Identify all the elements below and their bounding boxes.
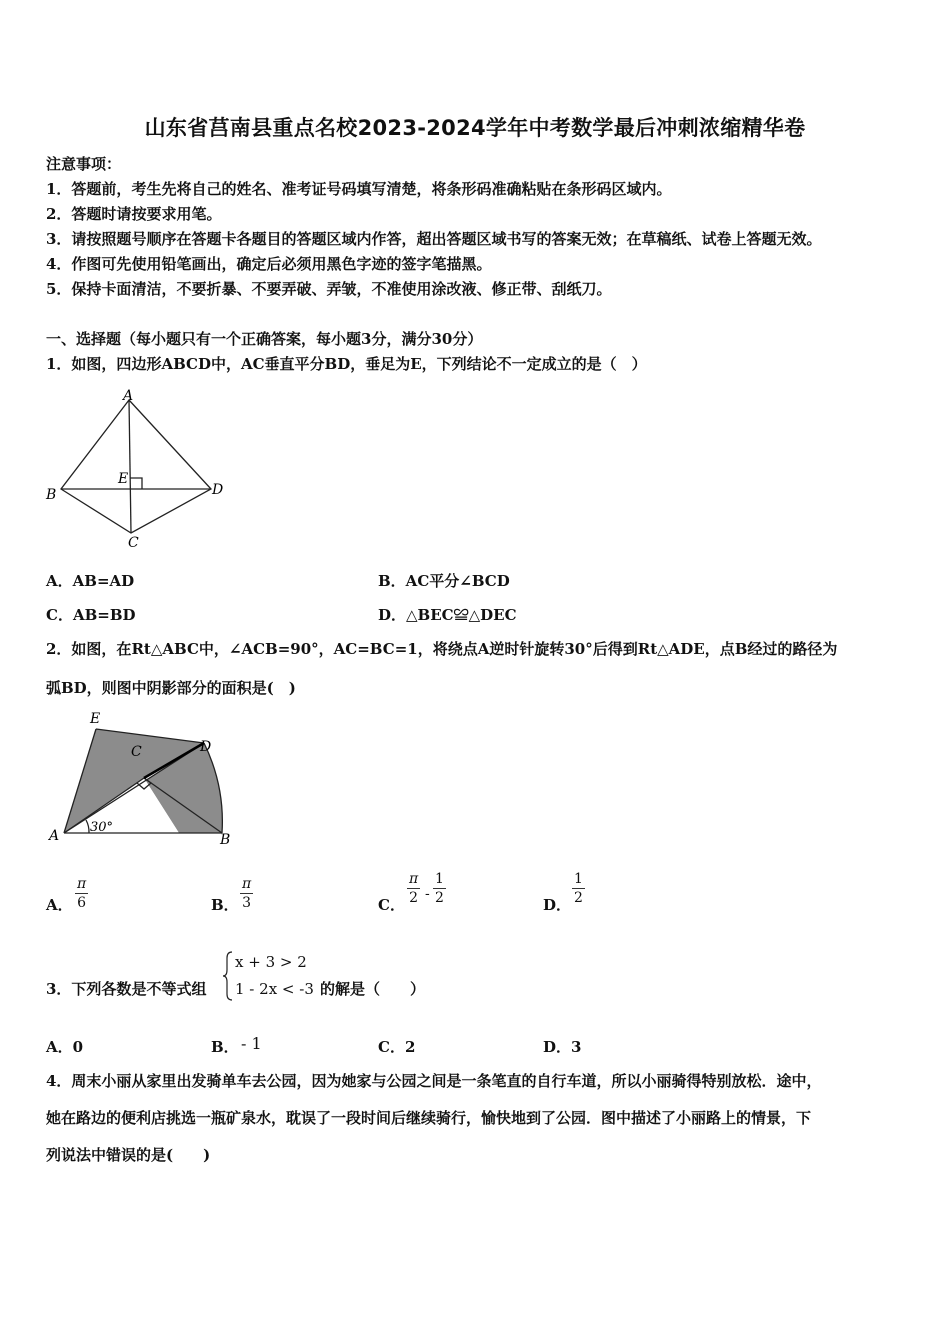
question-3-prefix: 3．下列各数是不等式组 (46, 980, 207, 998)
question-1-stem: 1．如图，四边形ABCD中，AC垂直平分BD，垂足为E，下列结论不一定成立的是（ ） (46, 355, 647, 373)
notice-item: 1．答题前，考生先将自己的姓名、准考证号码填写清楚，将条形码准确粘贴在条形码区域内。 (46, 180, 672, 198)
q2-option-c-fraction-1: $\frac{\pi}{2}$ (409, 871, 419, 906)
question-4-line2: 她在路边的便利店挑选一瓶矿泉水，耽误了一段时间后继续骑行，愉快地到了公园．图中描述了小丽路上的情景，下 (46, 1109, 812, 1127)
question-3-suffix: 的解是（ ） (320, 980, 426, 998)
q2-option-a-letter: A． (46, 896, 73, 914)
q2-option-b-letter: B． (211, 896, 239, 914)
label-e: E (90, 711, 101, 727)
label-b: B (46, 487, 57, 503)
label-e: E (118, 471, 129, 487)
q3-option-d: D．3 (543, 1038, 582, 1056)
label-c: C (131, 744, 142, 760)
notice-item: 4．作图可先使用铅笔画出，确定后必须用黑色字迹的签字笔描黑。 (46, 255, 492, 273)
inequality-2: 1 - 2x < -3 (235, 980, 314, 998)
q1-option-d: D．△BEC≌△DEC (378, 606, 517, 624)
q2-option-b-fraction: $\frac{\pi}{3}$ (242, 876, 252, 911)
q2-option-d-fraction: $\frac{1}{2}$ (574, 871, 583, 906)
notice-item: 2．答题时请按要求用笔。 (46, 205, 222, 223)
q3-option-a: A．0 (46, 1038, 84, 1056)
q2-option-c-letter: C． (378, 896, 405, 914)
q2-option-d-letter: D． (543, 896, 572, 914)
label-b: B (220, 832, 231, 848)
question-2-stem-line1: 2．如图，在Rt△ABC中，∠ACB=90°，AC=BC=1，将绕点A逆时针旋转30°后得到Rt△ADE，点B经过的路径为 (46, 640, 838, 658)
q1-option-a: A．AB=AD (46, 572, 135, 590)
notice-heading: 注意事项： (46, 155, 122, 173)
label-a: A (123, 388, 134, 404)
q1-option-c: C．AB=BD (46, 606, 136, 624)
page-title: 山东省莒南县重点名校2023-2024学年中考数学最后冲刺浓缩精华卷 (144, 116, 806, 140)
q2-option-a-fraction: $\frac{\pi}{6}$ (77, 876, 87, 911)
label-d: D (212, 482, 224, 498)
q2-option-c-minus: - (425, 886, 430, 902)
question-2-stem-line2: 弧BD，则图中阴影部分的面积是( ) (46, 679, 296, 697)
notice-item: 3．请按照题号顺序在答题卡各题目的答题区域内作答，超出答题区域书写的答案无效；在草稿纸、试卷上答题无效。 (46, 230, 822, 248)
q1-option-b: B．AC平分∠BCD (378, 572, 510, 590)
q3-option-b-value: - 1 (241, 1034, 262, 1053)
question-4-line3: 列说法中错误的是( ) (46, 1146, 211, 1164)
system-brace (222, 950, 234, 1002)
q2-option-c-fraction-2: $\frac{1}{2}$ (435, 871, 444, 906)
q3-option-b-letter: B． (211, 1038, 239, 1056)
q3-option-c: C．2 (378, 1038, 416, 1056)
quadrilateral-figure (40, 385, 240, 555)
question-4-line1: 4．周末小丽从家里出发骑单车去公园，因为她家与公园之间是一条笔直的自行车道，所以小丽骑得特别放松．途中， (46, 1072, 822, 1090)
section-heading: 一、选择题（每小题只有一个正确答案，每小题3分，满分30分） (46, 330, 483, 348)
label-d: D (200, 739, 212, 755)
inequality-1: x + 3 > 2 (235, 953, 307, 971)
notice-item: 5．保持卡面清洁，不要折暴、不要弄破、弄皱，不准使用涂改液、修正带、刮纸刀。 (46, 280, 612, 298)
label-a: A (49, 828, 60, 844)
label-c: C (128, 535, 139, 551)
rotation-figure (44, 707, 244, 852)
angle-label: 30° (90, 820, 114, 835)
